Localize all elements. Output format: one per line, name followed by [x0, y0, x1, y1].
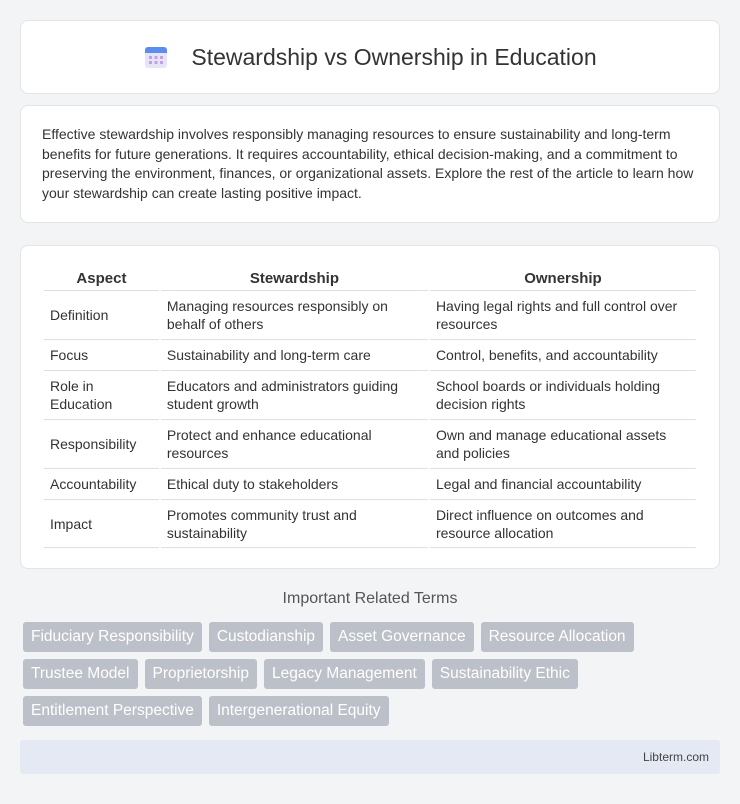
cell-ownership: Direct influence on outcomes and resource allocation [430, 499, 696, 548]
table-row [44, 370, 696, 419]
cell-stewardship: Promotes community trust and sustainability [161, 499, 428, 548]
cell-stewardship: Managing resources responsibly on behalf of others [161, 290, 428, 339]
cell-ownership: School boards or individuals holding decision rights [430, 370, 696, 419]
intro-card [20, 105, 720, 223]
cell-aspect: Definition [44, 290, 159, 339]
table-header-row [44, 266, 696, 290]
related-terms-list [23, 622, 723, 726]
tag-fiduciary-responsibility[interactable]: Fiduciary Responsibility [23, 622, 202, 652]
intro-paragraph: Effective stewardship involves responsibly managing resources to ensure sustainability and long-term benefits for future generations. It requires accountability, ethical decision-making, and a commitment to preserving the environment, finances, or organizational assets. Explore the rest of the article to learn how your stewardship can create lasting positive impact. [42, 126, 694, 201]
table-row [44, 290, 696, 339]
table-row [44, 339, 696, 370]
tag-custodianship[interactable]: Custodianship [209, 622, 323, 652]
calendar-icon [143, 44, 169, 70]
table-row [44, 419, 696, 468]
header-aspect: Aspect [76, 270, 127, 287]
cell-ownership: Legal and financial accountability [430, 468, 696, 499]
cell-aspect: Responsibility [44, 419, 159, 468]
cell-stewardship: Educators and administrators guiding student growth [161, 370, 428, 419]
cell-aspect: Focus [44, 339, 159, 370]
header-card [20, 20, 720, 94]
related-terms-heading: Important Related Terms [282, 590, 458, 607]
comparison-card [20, 245, 720, 569]
header-ownership: Ownership [524, 270, 602, 287]
cell-aspect: Impact [44, 499, 159, 548]
comparison-table [42, 266, 698, 548]
cell-ownership: Having legal rights and full control over resources [430, 290, 696, 339]
cell-aspect: Role in Education [44, 370, 159, 419]
tag-sustainability-ethic[interactable]: Sustainability Ethic [432, 659, 578, 689]
cell-ownership: Control, benefits, and accountability [430, 339, 696, 370]
footer [20, 740, 720, 774]
cell-stewardship: Ethical duty to stakeholders [161, 468, 428, 499]
cell-stewardship: Sustainability and long-term care [161, 339, 428, 370]
tag-intergenerational-equity[interactable]: Intergenerational Equity [209, 696, 389, 726]
tag-asset-governance[interactable]: Asset Governance [330, 622, 474, 652]
cell-aspect: Accountability [44, 468, 159, 499]
header-stewardship: Stewardship [249, 270, 339, 287]
tag-trustee-model[interactable]: Trustee Model [23, 659, 138, 689]
tag-legacy-management[interactable]: Legacy Management [264, 659, 425, 689]
footer-site-link[interactable]: Libterm.com [642, 750, 709, 764]
tag-proprietorship[interactable]: Proprietorship [145, 659, 258, 689]
cell-ownership: Own and manage educational assets and policies [430, 419, 696, 468]
table-row [44, 468, 696, 499]
cell-stewardship: Protect and enhance educational resources [161, 419, 428, 468]
tag-resource-allocation[interactable]: Resource Allocation [481, 622, 634, 652]
tag-entitlement-perspective[interactable]: Entitlement Perspective [23, 696, 202, 726]
header [143, 44, 596, 71]
table-row [44, 499, 696, 548]
page-title: Stewardship vs Ownership in Education [191, 43, 597, 70]
